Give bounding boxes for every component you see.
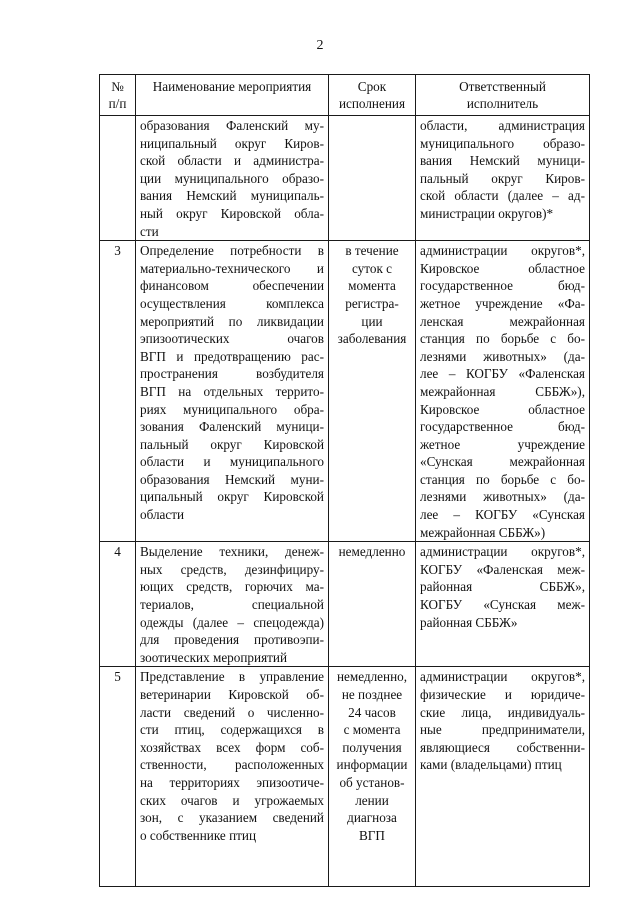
executor-line: администрации округов*, [420, 544, 585, 560]
deadline-line: об установ- [339, 774, 405, 790]
deadline-line: ции [361, 313, 383, 329]
measure-name-line: осуществления комплекса [140, 295, 324, 311]
deadline [329, 542, 416, 667]
deadline [329, 241, 416, 542]
executor-line: вания Немский муници- [420, 153, 585, 169]
deadline [329, 116, 416, 241]
executor [416, 116, 590, 241]
executor-line: пальный округ Киров- [420, 170, 585, 186]
executor-line: государственное бюд- [420, 419, 585, 435]
measure-name [136, 116, 329, 241]
measure-name-line: сти птиц, содержащихся в [140, 722, 324, 738]
page-number: 2 [316, 38, 324, 53]
executor-line: лезнями животных» (да- [420, 348, 585, 364]
deadline-line: в течение [345, 243, 399, 259]
executor-line: лее – КОГБУ «Фаленская [420, 366, 585, 382]
measure-name-line: териалов, специальной [140, 597, 324, 613]
measure-name-line: материально-технического и [140, 260, 324, 276]
executor-line: являющиеся собственни- [420, 739, 585, 755]
executor-line: Кировское областное [420, 401, 585, 417]
executor-line: ленская межрайонная [420, 313, 585, 329]
measure-name-line: риях муниципального обра- [140, 401, 324, 417]
deadline-line: 24 часов [348, 704, 396, 720]
measure-name-line: одежды (далее – спецодежда) [140, 614, 324, 630]
measure-name-line: зоотических мероприятий [140, 649, 288, 665]
measure-name-line: эпизоотических очагов [140, 331, 324, 347]
deadline-line: получения [342, 739, 402, 755]
executor-line: лезнями животных» (да- [420, 489, 585, 505]
measure-name [136, 667, 329, 887]
measure-name-line: зон, с указанием сведений [140, 810, 324, 826]
executor-line: министрации округов)* [420, 205, 554, 221]
deadline-line: информации [336, 757, 408, 773]
deadline [329, 667, 416, 887]
measure-name-line: ный округ Кировской обла- [140, 205, 324, 221]
executor-line: «Сунская межрайонная [420, 454, 585, 470]
deadline-line: регистра- [345, 295, 399, 311]
measure-name-line: зования Фаленский муници- [140, 419, 324, 435]
table-row [100, 667, 590, 887]
measure-name [136, 241, 329, 542]
measure-name-line: ской области и администра- [140, 153, 324, 169]
executor [416, 667, 590, 887]
row-number: 4 [100, 542, 136, 667]
executor-line: КОГБУ «Сунская меж- [420, 597, 585, 613]
header-deadline: Срок исполнения [329, 75, 416, 116]
executor-line: Кировское областное [420, 260, 585, 276]
measure-name-line: ВГП и предотвращению рас- [140, 348, 324, 364]
measure-name-line: образования Немский муни- [140, 471, 324, 487]
executor-line: администрации округов*, [420, 243, 585, 259]
measure-name-line: ных средств, дезинфициру- [140, 561, 324, 577]
measure-name [136, 542, 329, 667]
deadline-line: с момента [343, 722, 401, 738]
measure-name-line: вания Немский муниципаль- [140, 188, 324, 204]
measure-name-line: ВГП на отдельных террито- [140, 383, 324, 399]
measures-table [99, 74, 590, 887]
deadline-line: немедленно [338, 544, 406, 560]
measure-name-line: области [140, 507, 185, 523]
deadline-line: не позднее [341, 687, 403, 702]
measure-name-line: ственности, расположенных [140, 757, 324, 773]
deadline-line: момента [348, 278, 396, 294]
table-row [100, 542, 590, 667]
measure-name-line: Определение потребности в [140, 243, 324, 259]
executor-line: районная СББЖ», [420, 579, 585, 595]
executor-line: ные предприниматели, [420, 722, 585, 738]
executor-line: жетное учреждение «Фа- [420, 295, 585, 311]
measure-name-line: ниципальный округ Киров- [140, 135, 324, 151]
executor-line: межрайонная СББЖ») [420, 524, 546, 540]
executor-line: районная СББЖ» [420, 614, 518, 630]
executor-line: ками (владельцами) птиц [420, 757, 562, 773]
executor-line: лее – КОГБУ «Сунская [420, 507, 585, 523]
measure-name-line: хозяйствах всех форм соб- [140, 739, 324, 755]
measure-name-line: Представление в управление [140, 669, 324, 685]
measure-name-line: образования Фаленский му- [140, 118, 324, 133]
measure-name-line: ласти сведений о численно- [140, 704, 324, 720]
executor-line: ские лица, индивидуаль- [420, 704, 585, 720]
deadline-line: диагноза [347, 810, 397, 826]
deadline-line: суток с [351, 260, 392, 276]
executor [416, 542, 590, 667]
table-header-row [100, 75, 590, 116]
measure-name-line: ветеринарии Кировской об- [140, 687, 324, 702]
measure-name-line: о собственнике птиц [140, 827, 257, 843]
measure-name-line: пространения возбудителя [140, 366, 324, 382]
measure-name-line: сти [140, 223, 159, 239]
executor-line: межрайонная СББЖ»), [420, 383, 585, 399]
executor-line: физические и юридиче- [420, 687, 585, 702]
executor [416, 241, 590, 542]
executor-line: жетное учреждение [420, 436, 585, 452]
executor-line: ской области (далее – ад- [420, 188, 585, 204]
table-row [100, 241, 590, 542]
executor-line: области, администрация [420, 118, 585, 133]
measure-name-line: пальный округ Кировской [140, 436, 324, 452]
measure-name-line: ющих средств, горючих ма- [140, 579, 324, 595]
executor-line: станция по борьбе с бо- [420, 331, 585, 347]
measure-name-line: для проведения противоэпи- [140, 632, 324, 648]
executor-line: администрации округов*, [420, 669, 585, 685]
measure-name-line: области и муниципального [140, 454, 324, 470]
measure-name-line: ципальный округ Кировской [140, 489, 324, 505]
row-number: 5 [100, 667, 136, 887]
executor-line: КОГБУ «Фаленская меж- [420, 561, 585, 577]
measure-name-line: на территориях эпизоотиче- [140, 774, 324, 790]
header-executor: Ответственный исполнитель [416, 75, 590, 116]
deadline-line: лении [355, 792, 389, 808]
row-number [100, 116, 136, 241]
measure-name-line: финансовом обеспечении [140, 278, 324, 294]
header-number: № п/п [100, 75, 136, 116]
executor-line: станция по борьбе с бо- [420, 471, 585, 487]
measure-name-line: ских очагов и угрожаемых [140, 792, 324, 808]
executor-line: муниципального образо- [420, 135, 585, 151]
deadline-line: немедленно, [336, 669, 408, 685]
deadline-line: заболевания [337, 331, 407, 347]
measure-name-line: Выделение техники, денеж- [140, 544, 324, 560]
table-row [100, 116, 590, 241]
measure-name-line: мероприятий по ликвидации [140, 313, 324, 329]
header-measure-name: Наименование мероприятия [136, 75, 329, 116]
deadline-line: ВГП [359, 827, 385, 843]
row-number: 3 [100, 241, 136, 542]
executor-line: государственное бюд- [420, 278, 585, 294]
measure-name-line: ции муниципального образо- [140, 170, 324, 186]
